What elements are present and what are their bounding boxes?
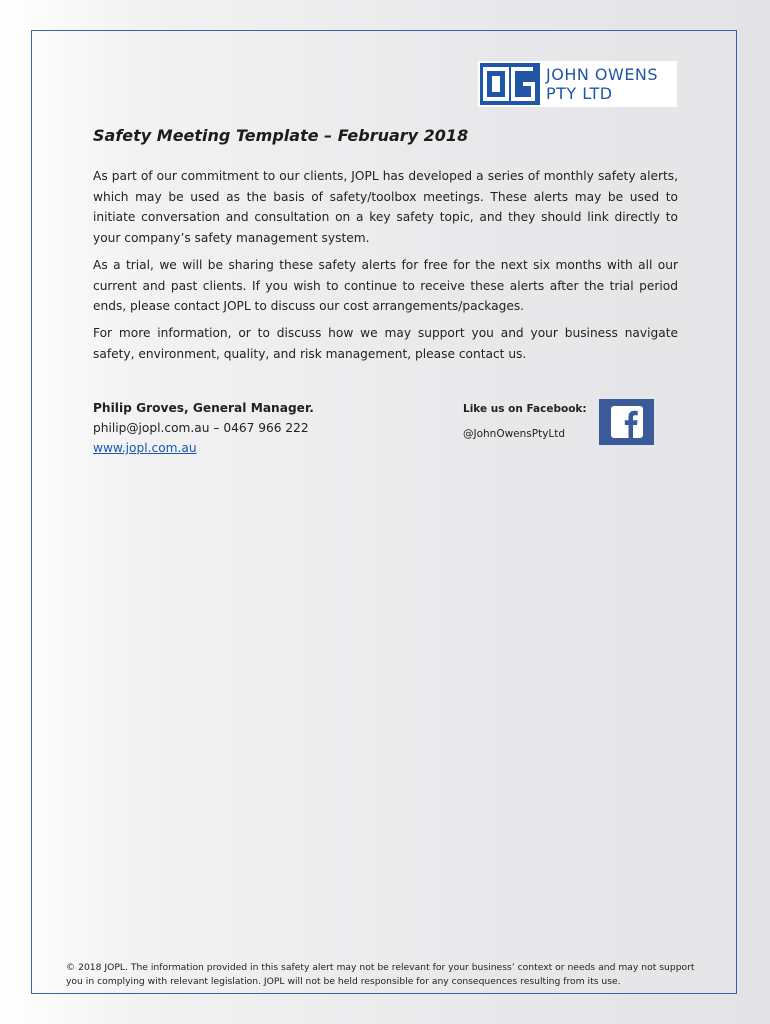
logo-mark [480,63,540,105]
logo-line2: PTY LTD [546,84,613,103]
company-logo [478,61,677,107]
facebook-icon[interactable] [599,399,654,445]
logo-text [546,65,658,103]
trial-paragraph: As a trial, we will be sharing these safety alerts for free for the next six months with all our current and past clients. If you wish to continue to receive these alerts after the trial period ends, please contact JOPL to discuss our cost arrangements/packages. [93,258,678,313]
contact-email-phone: philip@jopl.com.au – 0467 966 222 [93,421,309,435]
logo-line1: JOHN OWENS [546,65,659,84]
page-title: Safety Meeting Template – February 2018 [93,126,469,145]
intro-paragraph: As part of our commitment to our clients, JOPL has developed a series of monthly safety alerts, which may be used as the basis of safety/toolbox meetings. These alerts may be used to initiate conversation and consultation on a key safety topic, and they should link directly to your company’s safety management system. [93,169,678,245]
facebook-handle: @JohnOwensPtyLtd [463,428,566,440]
contact-paragraph: For more information, or to discuss how we may support you and your business navigate safety, environment, quality, and risk management, please contact us. [93,326,678,361]
logo-og-icon [481,64,539,104]
facebook-f-glyph [610,405,644,439]
facebook-label: Like us on Facebook: [463,403,587,415]
disclaimer-footer: © 2018 JOPL. The information provided in this safety alert may not be relevant for your business’ context or needs and may not support you in complying with relevant legislation. JOPL will not be held responsible for any consequences resulting from its use. [66,962,695,987]
contact-name: Philip Groves, General Manager. [93,401,314,415]
website-link[interactable]: www.jopl.com.au [93,441,197,455]
contact-block [93,398,314,458]
